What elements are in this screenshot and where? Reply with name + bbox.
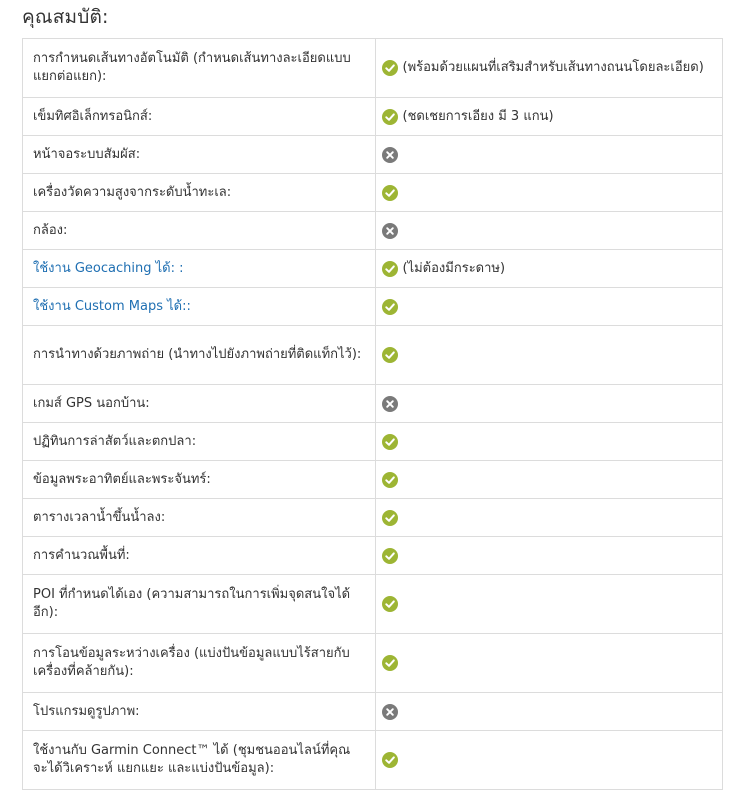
feature-label: หน้าจอระบบสัมผัส: [33, 146, 141, 162]
feature-row [23, 250, 723, 288]
feature-row [23, 39, 723, 98]
feature-row [23, 98, 723, 136]
check-icon [382, 299, 398, 315]
feature-value-cell [375, 250, 723, 288]
feature-label-cell [23, 575, 376, 634]
feature-label-cell [23, 98, 376, 136]
check-icon [382, 185, 398, 201]
feature-label-cell [23, 634, 376, 693]
feature-label-cell [23, 326, 376, 385]
feature-label-cell [23, 39, 376, 98]
feature-value-cell [375, 385, 723, 423]
check-icon [382, 261, 398, 277]
feature-value [382, 596, 713, 612]
feature-value [382, 108, 713, 126]
feature-value [382, 548, 713, 564]
feature-value-cell [375, 634, 723, 693]
feature-value-cell [375, 537, 723, 575]
feature-value [382, 260, 713, 278]
feature-value [382, 185, 713, 201]
feature-label: การกำหนดเส้นทางอัตโนมัติ (กำหนดเส้นทางละเอียดแบบแยกต่อแยก): [33, 51, 351, 84]
feature-row [23, 499, 723, 537]
feature-value-cell [375, 731, 723, 790]
feature-note: (ชดเชยการเอียง มี 3 แกน) [402, 108, 554, 124]
feature-value-cell [375, 575, 723, 634]
feature-note: (ไม่ต้องมีกระดาษ) [402, 260, 506, 276]
page-title: คุณสมบัติ: [22, 6, 109, 28]
feature-value [382, 347, 713, 363]
feature-value-cell [375, 136, 723, 174]
feature-value [382, 299, 713, 315]
feature-label: ข้อมูลพระอาทิตย์และพระจันทร์: [33, 471, 211, 487]
check-icon [382, 655, 398, 671]
feature-value-cell [375, 693, 723, 731]
feature-value-cell [375, 39, 723, 98]
feature-label-cell [23, 250, 376, 288]
check-icon [382, 510, 398, 526]
feature-label-cell [23, 136, 376, 174]
check-icon [382, 548, 398, 564]
feature-label: เข็มทิศอิเล็กทรอนิกส์: [33, 108, 153, 124]
feature-value-cell [375, 288, 723, 326]
cross-icon [382, 396, 398, 412]
check-icon [382, 347, 398, 363]
feature-row [23, 575, 723, 634]
feature-value [382, 223, 713, 239]
feature-value-cell [375, 461, 723, 499]
feature-label-cell [23, 212, 376, 250]
check-icon [382, 109, 398, 125]
feature-value [382, 472, 713, 488]
check-icon [382, 434, 398, 450]
feature-label: การนำทางด้วยภาพถ่าย (นำทางไปยังภาพถ่ายที่ติดแท็กไว้): [33, 347, 362, 362]
feature-label: ตารางเวลาน้ำขึ้นน้ำลง: [33, 509, 166, 525]
feature-value-cell [375, 326, 723, 385]
feature-value [382, 655, 713, 671]
feature-value-cell [375, 174, 723, 212]
feature-row [23, 136, 723, 174]
features-table [22, 38, 723, 790]
feature-row [23, 634, 723, 693]
feature-value [382, 59, 713, 77]
check-icon [382, 60, 398, 76]
feature-label: กล้อง: [33, 222, 68, 238]
feature-row [23, 212, 723, 250]
feature-value-cell [375, 98, 723, 136]
feature-label: ปฏิทินการล่าสัตว์และตกปลา: [33, 433, 197, 449]
feature-value-cell [375, 423, 723, 461]
feature-label-link[interactable]: ใช้งาน Geocaching ได้: : [33, 260, 184, 276]
feature-label: POI ที่กำหนดได้เอง (ความสามารถในการเพิ่มจุดสนใจได้อีก): [33, 587, 351, 620]
feature-row [23, 326, 723, 385]
check-icon [382, 472, 398, 488]
feature-row [23, 423, 723, 461]
feature-label-cell [23, 731, 376, 790]
feature-value [382, 147, 713, 163]
feature-label: ใช้งานกับ Garmin Connect™ ได้ (ชุมชนออนไลน์ที่คุณจะได้วิเคราะห์ แยกแยะ และแบ่งปันข้อมูล): [33, 743, 351, 776]
feature-label-cell [23, 461, 376, 499]
feature-value [382, 510, 713, 526]
feature-row [23, 288, 723, 326]
feature-row [23, 693, 723, 731]
feature-value [382, 396, 713, 412]
check-icon [382, 596, 398, 612]
cross-icon [382, 704, 398, 720]
feature-label-cell [23, 537, 376, 575]
feature-value-cell [375, 212, 723, 250]
feature-label: การคำนวณพื้นที่: [33, 547, 130, 563]
feature-value [382, 434, 713, 450]
feature-label-cell [23, 499, 376, 537]
feature-label: เครื่องวัดความสูงจากระดับน้ำทะเล: [33, 184, 232, 200]
feature-label-cell [23, 174, 376, 212]
feature-value [382, 704, 713, 720]
feature-row [23, 174, 723, 212]
feature-label-link[interactable]: ใช้งาน Custom Maps ได้:: [33, 298, 191, 314]
feature-label-cell [23, 385, 376, 423]
feature-row [23, 385, 723, 423]
feature-label-cell [23, 693, 376, 731]
feature-label: เกมส์ GPS นอกบ้าน: [33, 395, 150, 411]
feature-value-cell [375, 499, 723, 537]
feature-label-cell [23, 423, 376, 461]
cross-icon [382, 223, 398, 239]
feature-label-cell [23, 288, 376, 326]
feature-row [23, 537, 723, 575]
feature-value [382, 752, 713, 768]
cross-icon [382, 147, 398, 163]
features-table-body [23, 39, 723, 790]
feature-label: การโอนข้อมูลระหว่างเครื่อง (แบ่งปันข้อมูลแบบไร้สายกับเครื่องที่คล้ายกัน): [33, 646, 350, 679]
feature-label: โปรแกรมดูรูปภาพ: [33, 703, 140, 719]
check-icon [382, 752, 398, 768]
feature-row [23, 731, 723, 790]
feature-note: (พร้อมด้วยแผนที่เสริมสำหรับเส้นทางถนนโดยละเอียด) [402, 60, 704, 75]
feature-row [23, 461, 723, 499]
